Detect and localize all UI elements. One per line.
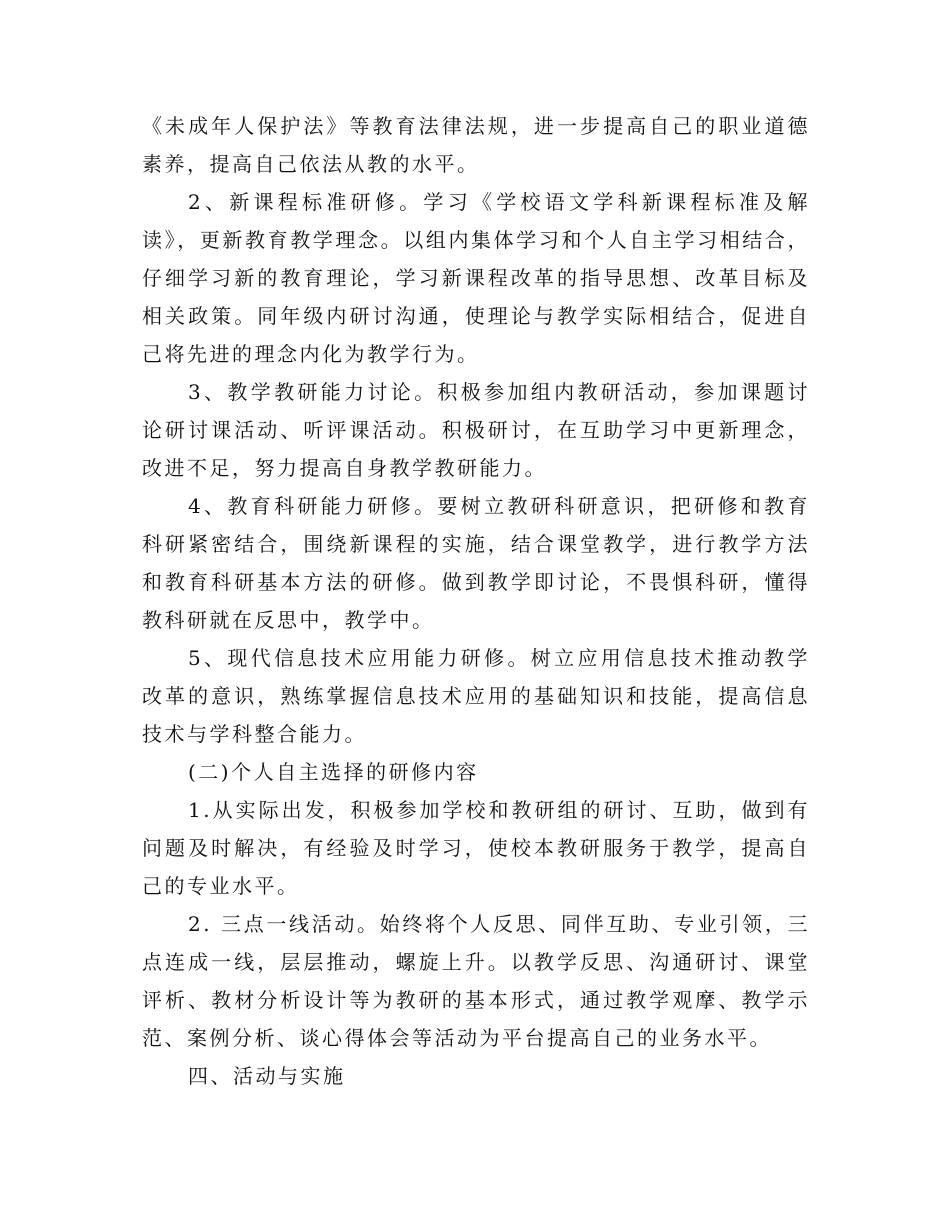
- document-body: [142, 107, 810, 1095]
- paragraph-education-research: 4、教育科研能力研修。要树立教研科研意识，把研修和教育科研紧密结合，围绕新课程的实施，结合课堂教学，进行教学方法和教育科研基本方法的研修。做到教学即讨论，不畏惧科研，懂得教科研就在反思中，教学中。: [142, 494, 810, 632]
- paragraph-three-points: 2. 三点一线活动。始终将个人反思、同伴互助、专业引领，三点连成一线，层层推动，螺旋上升。以教学反思、沟通研讨、课堂评析、教材分析设计等为教研的基本形式，通过教学观摩、教学示范、案例分析、谈心得体会等活动为平台提高自己的业务水平。: [142, 912, 810, 1050]
- paragraph-curriculum-standard: 2、新课程标准研修。学习《学校语文学科新课程标准及解读》，更新教育教学理念。以组内集体学习和个人自主学习相结合，仔细学习新的教育理论，学习新课程改革的指导思想、改革目标及相关政策。同年级内研讨沟通，使理论与教学实际相结合，促进自己将先进的理念内化为教学行为。: [142, 190, 810, 366]
- paragraph-it-application: 5、现代信息技术应用能力研修。树立应用信息技术推动教学改革的意识，熟练掌握信息技术应用的基础知识和技能，提高信息技术与学科整合能力。: [142, 646, 810, 746]
- paragraph-teaching-research: 3、教学教研能力讨论。积极参加组内教研活动，参加课题讨论研讨课活动、听评课活动。积极研讨，在互助学习中更新理念，改进不足，努力提高自身教学教研能力。: [142, 380, 810, 480]
- section-heading-self-selected: (二)个人自主选择的研修内容: [188, 760, 479, 784]
- section-heading-activities: 四、活动与实施: [188, 1064, 346, 1088]
- paragraph-practical: 1.从实际出发，积极参加学校和教研组的研讨、互助，做到有问题及时解决，有经验及时学习，使校本教研服务于教学，提高自己的专业水平。: [142, 798, 810, 898]
- paragraph-law-continuation: 《未成年人保护法》等教育法律法规，进一步提高自己的职业道德素养，提高自己依法从教的水平。: [142, 114, 810, 176]
